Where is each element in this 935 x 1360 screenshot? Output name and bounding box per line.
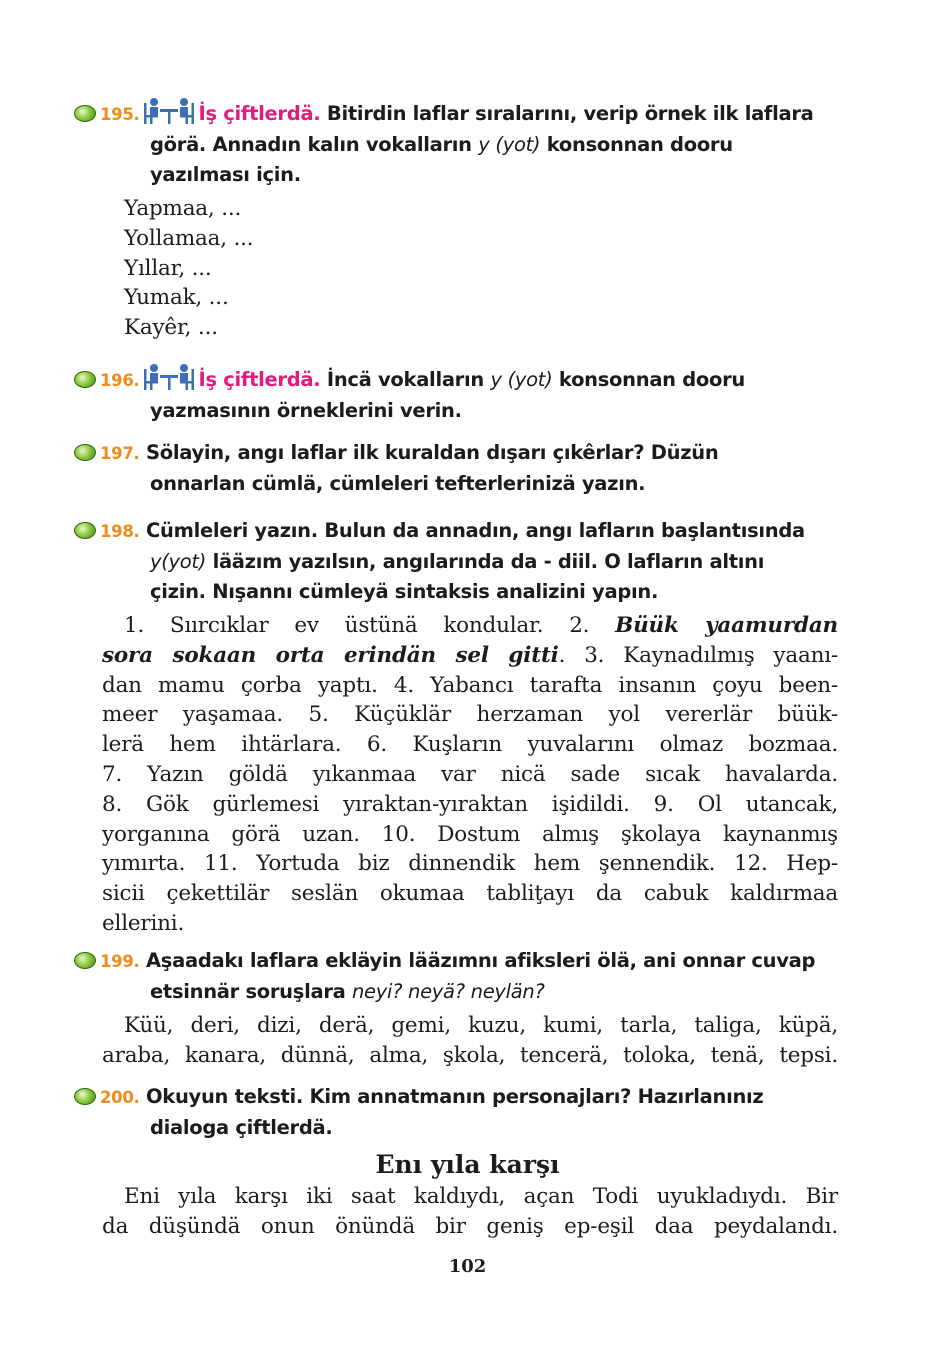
exercise-number: 197.	[100, 444, 140, 463]
story-line: Eni yıla karşı iki saat kaldıydı, açan Todi uyukladıydı. Bir	[124, 1184, 838, 1209]
story-title: Enı yıla karşı	[375, 1150, 560, 1179]
word-item: Yıllar, ...	[124, 255, 212, 281]
sentence-text: 1. Sıırcıklar ev üstünä kondular. 2.	[124, 613, 616, 638]
exercise-text: yazılması için.	[150, 163, 301, 186]
exercise-text-italic: neyi? neyä? neylän?	[351, 980, 545, 1003]
exercise-text: lääzım yazılsın, angılarında da - diil. O lafların altını	[206, 550, 765, 573]
green-oval-bullet-icon	[74, 105, 96, 122]
exercise-text-italic: y(yot)	[150, 550, 207, 573]
exercise-199	[74, 946, 854, 1007]
word-item: Yumak, ...	[124, 285, 229, 311]
exercise-text-italic: y (yot)	[478, 133, 541, 156]
page-number: 102	[448, 1256, 487, 1277]
exercise-text: onnarlan cümlä, cümleleri tefterlerinizä yazın.	[150, 472, 646, 495]
sentence-text-bold-italic: sora sokaan orta erindän sel gitti	[102, 642, 559, 668]
pair-work-icon	[142, 97, 196, 125]
exercise-text: Okuyun teksti. Kim annatmanın personajları? Hazırlanınız	[146, 1085, 764, 1108]
exercise-text: konsonnan dooru	[552, 368, 745, 391]
word-line: Küü, deri, dizi, derä, gemi, kuzu, kumi, tarla, taliga, küpä,	[124, 1013, 838, 1038]
green-oval-bullet-icon	[74, 522, 96, 539]
sentence-line: ellerini.	[102, 910, 185, 936]
exercise-text: Cümleleri yazın. Bulun da annadın, angı lafların başlantısında	[146, 519, 805, 542]
sentence-line: yorganına görä uzan. 10. Dostum almış şkolaya kaynanmış	[102, 821, 838, 847]
word-list-195	[124, 194, 253, 343]
green-oval-bullet-icon	[74, 371, 96, 388]
green-oval-bullet-icon	[74, 1088, 96, 1105]
exercise-text: görä. Annadın kalın vokalların	[150, 133, 479, 156]
word-list-199	[102, 1011, 838, 1071]
sentence-text-bold-italic: Büük yaamurdan	[615, 613, 838, 638]
exercise-195	[74, 97, 854, 190]
sentence-line: lerä hem ihtärlara. 6. Kuşların yuvalarını olmaz bozmaa.	[102, 732, 838, 758]
sentence-text: . 3. Kaynadılmış yaanı-	[558, 642, 839, 668]
sentence-line: 8. Gök gürlemesi yıraktan-yıraktan işidildi. 9. Ol utancak,	[102, 791, 838, 817]
exercise-text: konsonnan dooru	[540, 133, 733, 156]
exercise-196	[74, 363, 854, 426]
pair-work-icon	[142, 363, 196, 391]
word-item: Yapmaa, ...	[124, 196, 242, 221]
green-oval-bullet-icon	[74, 952, 96, 969]
exercise-number: 199.	[100, 952, 140, 971]
sentences-198	[102, 611, 838, 939]
sentence-line: dan mamu çorba yaptı. 4. Yabancı tarafta insanın çoyu been-	[102, 672, 838, 698]
exercise-number: 200.	[100, 1088, 140, 1107]
story-line: da düşündä onun önündä bir geniş ep-eşil daa peydalandı.	[102, 1213, 838, 1239]
exercise-text: çizin. Nışannı cümleyä sintaksis analizini yapın.	[150, 580, 659, 603]
exercise-text: etsinnär soruşlara	[150, 980, 352, 1003]
sentence-line: yımırta. 11. Yortuda biz dinnendik hem şennendik. 12. Hep-	[102, 851, 838, 877]
exercise-200	[74, 1082, 854, 1143]
pair-work-label: İş çiftlerdä.	[198, 368, 321, 391]
exercise-number: 195.	[100, 105, 140, 124]
exercise-text-italic: y (yot)	[490, 368, 553, 391]
exercise-number: 196.	[100, 371, 140, 390]
story-text	[102, 1182, 838, 1242]
sentence-line: 7. Yazın göldä yıkanmaa var nicä sade sıcak havalarda.	[102, 761, 838, 787]
exercise-text: Bitirdin laflar sıralarını, verip örnek ilk laflara	[326, 102, 814, 125]
exercise-text: dialoga çiftlerdä.	[150, 1116, 333, 1139]
exercise-text: yazmasının örneklerini verin.	[150, 399, 462, 422]
word-item: Yollamaa, ...	[124, 225, 254, 251]
word-item: Kayêr, ...	[124, 315, 218, 341]
word-line: araba, kanara, dünnä, alma, şkola, tencerä, toloka, tenä, tepsi.	[102, 1042, 838, 1068]
exercise-198	[74, 516, 854, 607]
sentence-line: sicii çekettilär seslän okumaa tabliţayı da cabuk kaldırmaa	[102, 881, 838, 907]
sentence-line	[102, 611, 838, 641]
exercise-number: 198.	[100, 522, 140, 541]
exercise-text: Aşaadakı laflara ekläyin lääzımnı afiksleri ölä, ani onnar cuvap	[146, 949, 816, 972]
exercise-text: Sölayin, angı laflar ilk kuraldan dışarı çıkêrlar? Düzün	[146, 441, 719, 464]
exercise-text: İncä vokalların	[326, 368, 491, 391]
pair-work-label: İş çiftlerdä.	[198, 102, 321, 125]
exercise-197	[74, 438, 854, 499]
sentence-line: meer yaşamaa. 5. Küçüklär herzaman yol vererlär büük-	[102, 702, 838, 728]
green-oval-bullet-icon	[74, 444, 96, 461]
sentence-line	[102, 641, 838, 671]
